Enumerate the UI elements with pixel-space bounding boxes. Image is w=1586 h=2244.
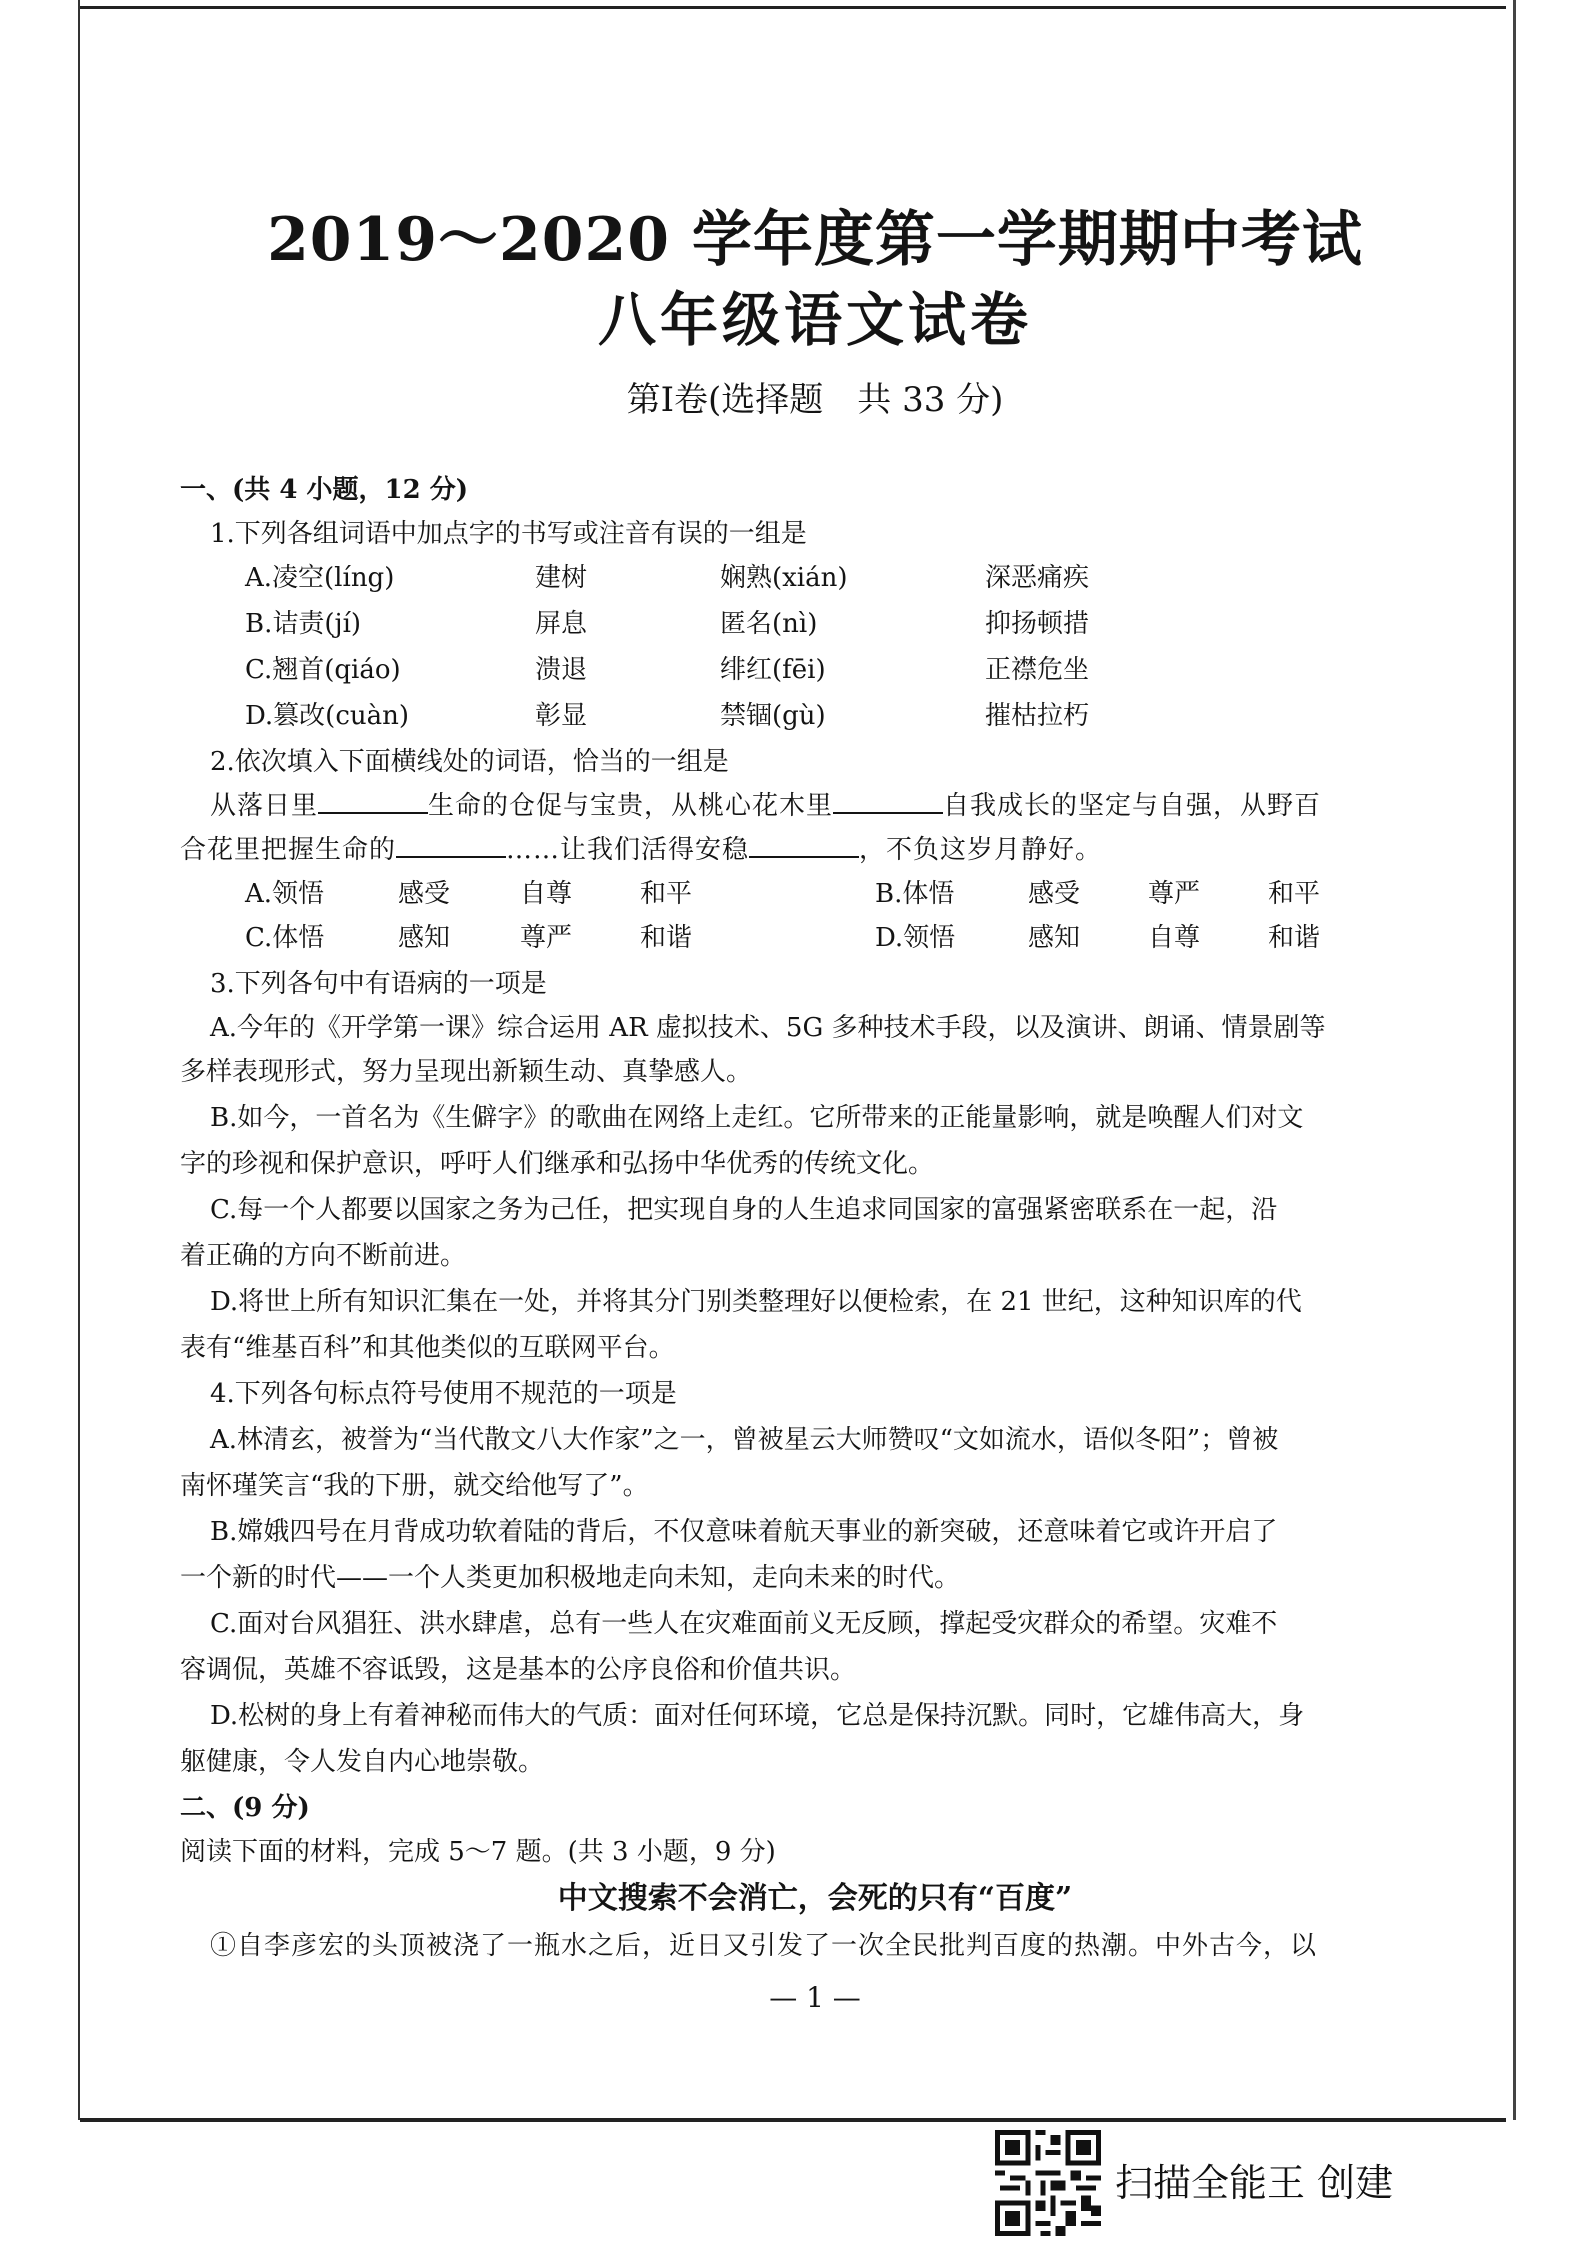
q2-option-cell: 尊严 [520,923,573,953]
q4-line: B.嫦娥四号在月背成功软着陆的背后，不仅意味着航天事业的新突破，还意味着它或许开启了 [210,1517,1278,1547]
q2-text: 从落日里 [210,791,319,821]
q2-option-cell: D.领悟 [875,923,956,953]
fill-blank [318,786,428,814]
q2-option-cell: 尊严 [1148,879,1201,909]
fill-blank [749,830,859,858]
q2-text: ……让我们活得安稳 [506,835,750,865]
q1-option-cell: 抑扬顿措 [985,609,1090,639]
fill-blank [833,786,943,814]
q1-option-cell: D.篡改(cuàn) [245,701,410,731]
page-edge-right [1513,0,1516,2120]
volume-heading: 第Ⅰ卷(选择题 共 33 分) [626,380,1004,420]
q2-option-cell: 和谐 [640,923,693,953]
section1-heading: 一、(共 4 小题，12 分) [180,475,469,505]
q2-option-cell: 感受 [1028,879,1081,909]
article-paragraph: ①自李彦宏的头顶被浇了一瓶水之后，近日又引发了一次全民批判百度的热潮。中外古今，以 [210,1931,1318,1961]
q3-line: B.如今，一首名为《生僻字》的歌曲在网络上走红。它所带来的正能量影响，就是唤醒人们对文 [210,1103,1304,1133]
q2-option-cell: 和谐 [1268,923,1321,953]
q1-option-cell: 深恶痛疾 [985,563,1090,593]
q4-line: D.松树的身上有着神秘而伟大的气质：面对任何环境，它总是保持沉默。同时，它雄伟高大，身 [210,1701,1305,1731]
q3-stem: 3.下列各句中有语病的一项是 [210,969,547,999]
q1-option-cell: 建树 [535,563,588,593]
article-title: 中文搜索不会消亡，会死的只有“百度” [557,1881,1073,1916]
q2-text: 自我成长的坚定与自强，从野百 [943,791,1322,821]
q2-option-cell: 感知 [398,923,451,953]
q1-option-cell: A.凌空(líng) [245,563,395,593]
q2-text-line [180,828,1102,872]
q2-option-cell: 和平 [1268,879,1321,909]
qr-code-icon [995,2130,1101,2236]
q4-line: 一个新的时代——一个人类更加积极地走向未知，走向未来的时代。 [180,1563,961,1593]
page-edge-bottom [80,2118,1506,2122]
q1-option-cell: 匿名(nì) [720,609,818,639]
q1-option-cell: 溃退 [535,655,588,685]
q2-option-cell: A.领悟 [245,879,325,909]
q1-option-cell: C.翘首(qiáo) [245,655,401,685]
q4-line: C.面对台风猖狂、洪水肆虐，总有一些人在灾难面前义无反顾，撑起受灾群众的希望。灾难不 [210,1609,1278,1639]
q1-option-cell: 正襟危坐 [985,655,1090,685]
page-edge-left [78,0,80,2120]
q3-line: 表有“维基百科”和其他类似的互联网平台。 [180,1333,675,1363]
q1-option-cell: 禁锢(gù) [720,701,826,731]
q3-line: 字的珍视和保护意识，呼吁人们继承和弘扬中华优秀的传统文化。 [180,1149,935,1179]
section2-heading: 二、(9 分) [180,1793,310,1823]
q2-stem: 2.依次填入下面横线处的词语，恰当的一组是 [210,747,729,777]
q2-text-line [210,784,1321,828]
q3-line: 着正确的方向不断前进。 [180,1241,467,1271]
page-edge-top [80,6,1506,9]
section2-instruction: 阅读下面的材料，完成 5～7 题。(共 3 小题，9 分) [180,1837,776,1867]
q1-option-cell: 摧枯拉朽 [985,701,1090,731]
fill-blank [396,830,506,858]
q3-line: 多样表现形式，努力呈现出新颖生动、真挚感人。 [180,1057,753,1087]
q1-option-cell: 彰显 [535,701,588,731]
scanner-watermark: 扫描全能王 创建 [1115,2161,1394,2205]
page-number: — 1 — [769,1981,861,2014]
q2-option-cell: 感知 [1028,923,1081,953]
exam-subtitle: 八年级语文试卷 [597,286,1032,354]
q1-option-cell: B.诘责(jí) [245,609,362,639]
q3-line: A.今年的《开学第一课》综合运用 AR 虚拟技术、5G 多种技术手段，以及演讲、朗诵、情景剧等 [210,1013,1326,1043]
q4-line: 容调侃，英雄不容诋毁，这是基本的公序良俗和价值共识。 [180,1655,857,1685]
q1-stem: 1.下列各组词语中加点字的书写或注音有误的一组是 [210,519,807,549]
exam-title: 2019～2020 学年度第一学期期中考试 [267,205,1363,275]
q1-option-cell: 屏息 [535,609,588,639]
q2-option-cell: B.体悟 [875,879,955,909]
q3-line: D.将世上所有知识汇集在一处，并将其分门别类整理好以便检索，在 21 世纪，这种知识库的代 [210,1287,1302,1317]
q4-line: A.林清玄，被誉为“当代散文八大作家”之一，曾被星云大师赞叹“文如流水，语似冬阳”；曾被 [210,1425,1279,1455]
q4-line: 躯健康，令人发自内心地崇敬。 [180,1747,545,1777]
q4-line: 南怀瑾笑言“我的下册，就交给他写了”。 [180,1471,649,1501]
q2-text: ，不负这岁月静好。 [859,835,1103,865]
q2-option-cell: C.体悟 [245,923,325,953]
q2-option-cell: 感受 [398,879,451,909]
q3-line: C.每一个人都要以国家之务为己任，把实现自身的人生追求同国家的富强紧密联系在一起，沿 [210,1195,1278,1225]
q2-text: 生命的仓促与宝贵，从桃心花木里 [428,791,834,821]
q1-option-cell: 绯红(fēi) [720,655,826,685]
q1-option-cell: 娴熟(xián) [720,563,848,593]
q4-stem: 4.下列各句标点符号使用不规范的一项是 [210,1379,677,1409]
q2-text: 合花里把握生命的 [180,835,397,865]
q2-option-cell: 自尊 [1148,923,1201,953]
q2-option-cell: 和平 [640,879,693,909]
q2-option-cell: 自尊 [520,879,573,909]
